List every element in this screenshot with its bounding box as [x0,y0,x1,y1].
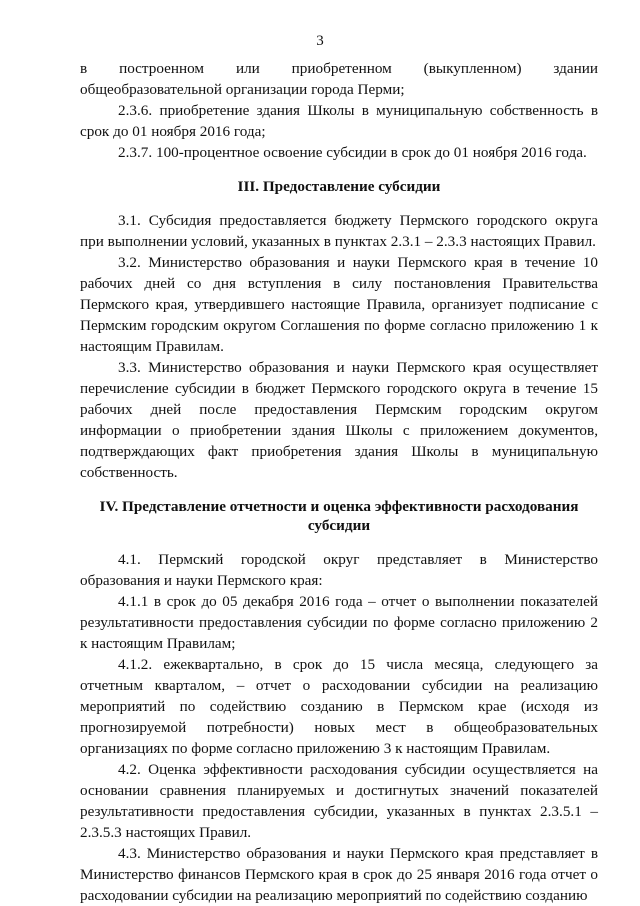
section-3-heading: III. Предоставление субсидии [237,178,441,195]
paragraph-4-1: 4.1. Пермский городской округ представляет в Министерство образования и науки Пермского края: [80,551,598,589]
paragraph-3-3: 3.3. Министерство образования и науки Пермского края осуществляет перечисление субсидии в бюджет Пермского городского округа в течение 15 рабочих дней после предоставления Пермским городским округом информации о приобретении здания Школы с приложением документов, подтверждающих факт приобретения здания Школы в муниципальную собственность. [80,359,598,481]
paragraph-4-3: 4.3. Министерство образования и науки Пермского края представляет в Министерство финансов Пермского края в срок до 25 января 2016 года отчет о расходовании субсидии на реализацию мероприятий по содействию созданию [80,845,598,904]
paragraph-3-2: 3.2. Министерство образования и науки Пермского края в течение 10 рабочих дней со дня вступления в силу постановления Правительства Пермского края, утвердившего настоящие Правила, организует подписание с Пермским городским округом Соглашения по форме согласно приложению 1 к настоящим Правилам. [80,254,598,355]
page-number: 3 [316,33,324,49]
paragraph-4-1-1: 4.1.1 в срок до 05 декабря 2016 года – отчет о выполнении показателей результативности предоставления субсидии по форме согласно приложению 2 к настоящим Правилам; [80,593,598,652]
paragraph-continuation: в построенном или приобретенном (выкупленном) здании общеобразовательной организации города Перми; [80,60,598,98]
section-4-heading-line-1: IV. Представление отчетности и оценка эффективности расходования [99,498,579,515]
paragraph-2-3-6: 2.3.6. приобретение здания Школы в муниципальную собственность в срок до 01 ноября 2016 года; [80,102,598,140]
paragraph-4-1-2: 4.1.2. ежеквартально, в срок до 15 числа месяца, следующего за отчетным кварталом, – отчет о расходовании субсидии на реализацию мероприятий по содействию созданию в Пермском крае (исходя из прогнозируемой потребности) новых мест в общеобразовательных организациях по форме согласно приложению 3 к настоящим Правилам. [80,656,598,757]
section-4-heading [80,497,598,535]
paragraph-2-3-7: 2.3.7. 100-процентное освоение субсидии в срок до 01 ноября 2016 года. [118,144,587,161]
section-4-heading-line-2: субсидии [307,517,371,534]
document-body [80,58,598,906]
paragraph-4-2: 4.2. Оценка эффективности расходования субсидии осуществляется на основании сравнения планируемых и достигнутых значений показателей результативности предоставления субсидии, указанных в пунктах 2.3.5.1 – 2.3.5.3 настоящих Правил. [80,761,598,841]
paragraph-3-1: 3.1. Субсидия предоставляется бюджету Пермского городского округа при выполнении условий, указанных в пунктах 2.3.1 – 2.3.3 настоящих Правил. [80,212,598,250]
